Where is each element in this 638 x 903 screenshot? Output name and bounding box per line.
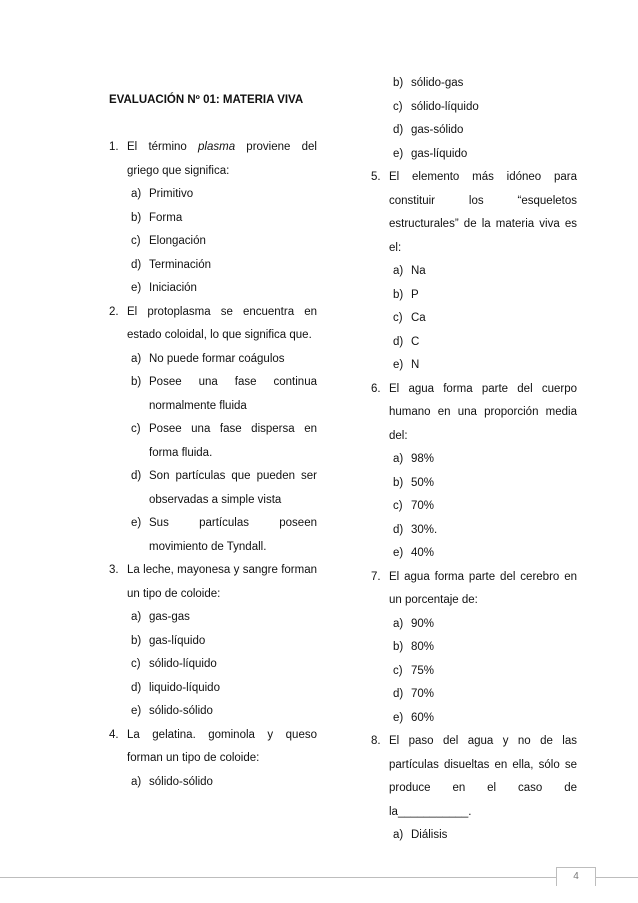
emphasized-term: plasma <box>198 141 236 153</box>
question-7 <box>371 566 577 613</box>
option: e) sólido-sólido <box>131 705 213 717</box>
option: e) N <box>393 359 420 371</box>
option: e) Iniciación <box>131 282 197 294</box>
page-title: EVALUACIÓN Nº 01: MATERIA VIVA <box>109 94 304 106</box>
option: b) sólido-gas <box>393 77 464 89</box>
option: d) Son partículas que pueden ser observadas a simple vista <box>131 470 317 506</box>
question-stem: El término plasma proviene del griego que significa: <box>127 141 317 177</box>
question-stem: La gelatina. gominola y queso forman un tipo de coloide: <box>127 728 317 764</box>
option: e) 40% <box>393 547 435 559</box>
question-stem: El paso del agua y no de las partículas disueltas en ella, sólo se produce en el caso de la___________. <box>389 735 577 818</box>
question-stem: El protoplasma se encuentra en estado coloidal, lo que significa que. <box>127 305 317 341</box>
option: a) Na <box>393 265 426 277</box>
option: a) Diálisis <box>393 829 448 841</box>
question-2 <box>109 301 317 348</box>
question-number: 3. <box>109 564 119 576</box>
question-6 <box>371 378 577 449</box>
option: c) Posee una fase dispersa en forma fluida. <box>131 423 317 459</box>
option: a) 98% <box>393 453 435 465</box>
option: b) 80% <box>393 641 435 653</box>
question-number: 1. <box>109 141 119 153</box>
question-number: 6. <box>371 382 381 395</box>
question-4 <box>109 724 317 771</box>
question-5 <box>371 166 577 260</box>
option: a) sólido-sólido <box>131 775 213 788</box>
option: a) No puede formar coágulos <box>131 352 285 365</box>
question-stem: El elemento más idóneo para constituir los “esqueletos estructurales” de la materia viva es el: <box>389 171 577 254</box>
option: a) gas-gas <box>131 611 190 623</box>
right-column <box>371 72 577 848</box>
question-8 <box>371 730 577 824</box>
option: b) P <box>393 288 419 301</box>
question-number: 2. <box>109 305 119 318</box>
question-stem: El agua forma parte del cuerpo humano en una proporción media del: <box>389 382 577 442</box>
option: d) gas-sólido <box>393 124 464 136</box>
question-stem: El agua forma parte del cerebro en un porcentaje de: <box>389 570 577 606</box>
option: e) 60% <box>393 711 435 724</box>
left-column <box>109 89 317 794</box>
question-number: 5. <box>371 171 381 183</box>
option: b) 50% <box>393 476 435 489</box>
option: b) Posee una fase continua normalmente fluida <box>131 376 317 412</box>
option: d) liquido-líquido <box>131 681 220 694</box>
option: c) sólido-líquido <box>131 658 217 670</box>
option: d) 70% <box>393 688 435 700</box>
option: d) C <box>393 335 420 348</box>
option: c) 75% <box>393 664 435 677</box>
option: e) Sus partículas poseen movimiento de Tyndall. <box>131 517 317 553</box>
question-number: 7. <box>371 570 381 583</box>
question-3 <box>109 559 317 606</box>
option: c) Ca <box>393 312 426 324</box>
footer-rule <box>0 877 638 878</box>
option: d) 30%. <box>393 523 438 536</box>
option: b) Forma <box>131 211 183 224</box>
option: a) 90% <box>393 617 435 630</box>
question-stem: La leche, mayonesa y sangre forman un tipo de coloide: <box>127 564 317 600</box>
question-number: 4. <box>109 728 119 741</box>
option: e) gas-líquido <box>393 147 468 160</box>
question-number: 8. <box>371 735 381 747</box>
option: d) Terminación <box>131 258 211 271</box>
option: c) 70% <box>393 500 435 512</box>
option: a) Primitivo <box>131 188 194 200</box>
question-1 <box>109 136 317 183</box>
page-number: 4 <box>556 867 596 886</box>
option: c) sólido-líquido <box>393 100 479 113</box>
option: c) Elongación <box>131 235 206 247</box>
option: b) gas-líquido <box>131 634 206 647</box>
